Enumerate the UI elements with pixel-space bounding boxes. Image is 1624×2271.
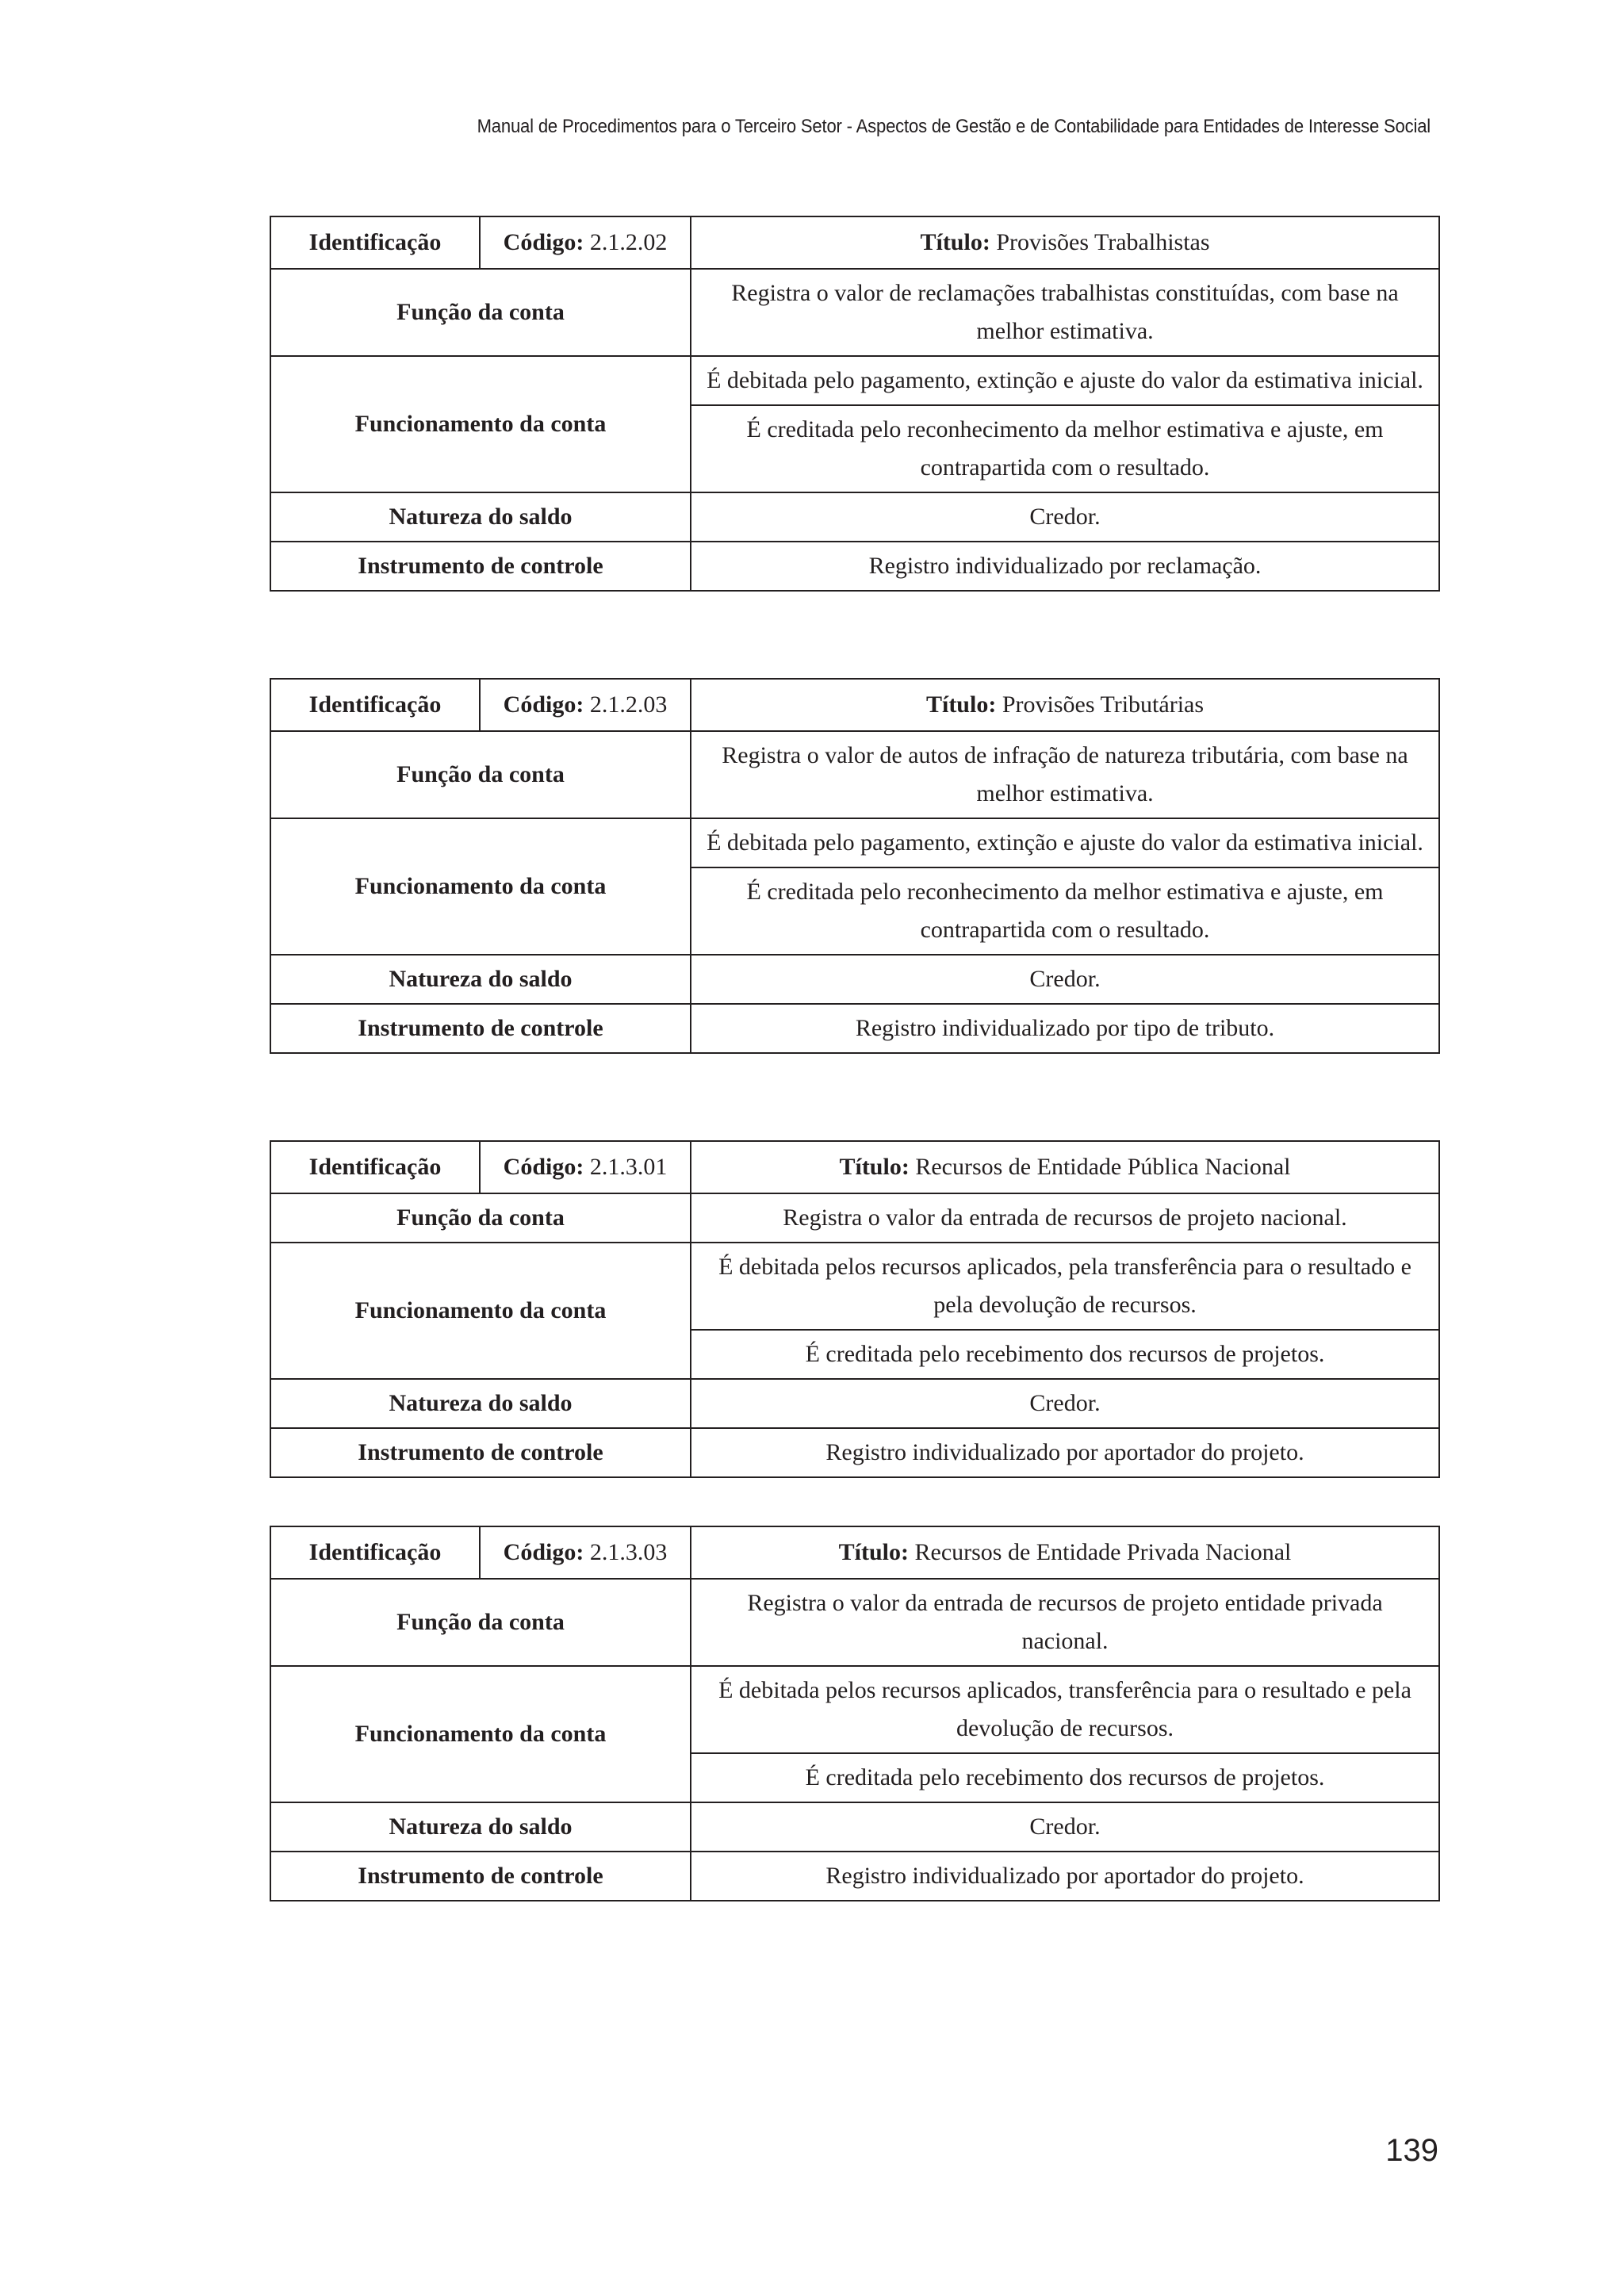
- funcao-label: Função da conta: [270, 1579, 691, 1666]
- natureza-value: Credor.: [691, 955, 1439, 1004]
- codigo-label: Código:: [503, 229, 584, 255]
- codigo-cell: [480, 1141, 691, 1193]
- titulo-value: Recursos de Entidade Pública Nacional: [915, 1154, 1291, 1180]
- credito-value: É creditada pelo recebimento dos recursos de projetos.: [691, 1330, 1439, 1379]
- credito-value: É creditada pelo reconhecimento da melhor estimativa e ajuste, em contrapartida com o resultado.: [691, 405, 1439, 492]
- funcao-row: [270, 269, 1439, 356]
- natureza-value: Credor.: [691, 1379, 1439, 1428]
- natureza-label: Natureza do saldo: [270, 1802, 691, 1852]
- funcao-value: Registra o valor da entrada de recursos de projeto nacional.: [691, 1193, 1439, 1243]
- codigo-value: 2.1.2.03: [589, 691, 668, 718]
- debito-value: É debitada pelo pagamento, extinção e ajuste do valor da estimativa inicial.: [691, 356, 1439, 405]
- funcao-label: Função da conta: [270, 731, 691, 818]
- funcao-row: [270, 731, 1439, 818]
- account-table: [270, 678, 1440, 1054]
- account-table: [270, 216, 1440, 592]
- funcionamento-debito-row: [270, 1666, 1439, 1753]
- page-number: 139: [1385, 2133, 1438, 2168]
- identificacao-label: Identificação: [270, 679, 480, 731]
- funcao-row: [270, 1579, 1439, 1666]
- instrumento-row: [270, 1428, 1439, 1477]
- instrumento-label: Instrumento de controle: [270, 1852, 691, 1901]
- account-table: [270, 1140, 1440, 1478]
- debito-value: É debitada pelo pagamento, extinção e ajuste do valor da estimativa inicial.: [691, 818, 1439, 867]
- funcao-row: [270, 1193, 1439, 1243]
- codigo-value: 2.1.3.01: [589, 1154, 668, 1180]
- titulo-label: Título:: [925, 691, 997, 718]
- titulo-cell: [691, 1526, 1439, 1579]
- instrumento-value: Registro individualizado por aportador do projeto.: [691, 1428, 1439, 1477]
- titulo-value: Provisões Tributárias: [1002, 691, 1205, 718]
- instrumento-row: [270, 542, 1439, 591]
- natureza-label: Natureza do saldo: [270, 492, 691, 542]
- funcao-label: Função da conta: [270, 1193, 691, 1243]
- titulo-label: Título:: [838, 1539, 909, 1565]
- titulo-value: Recursos de Entidade Privada Nacional: [914, 1539, 1292, 1565]
- identificacao-label: Identificação: [270, 1141, 480, 1193]
- debito-value: É debitada pelos recursos aplicados, pela transferência para o resultado e pela devolução de recursos.: [691, 1243, 1439, 1330]
- titulo-value: Provisões Trabalhistas: [996, 229, 1210, 255]
- codigo-cell: [480, 216, 691, 269]
- codigo-label: Código:: [503, 691, 584, 718]
- natureza-label: Natureza do saldo: [270, 1379, 691, 1428]
- identification-row: [270, 1141, 1439, 1193]
- funcao-label: Função da conta: [270, 269, 691, 356]
- identification-row: [270, 1526, 1439, 1579]
- identificacao-label: Identificação: [270, 1526, 480, 1579]
- funcionamento-label: Funcionamento da conta: [270, 818, 691, 955]
- funcao-value: Registra o valor de autos de infração de natureza tributária, com base na melhor estimativa.: [691, 731, 1439, 818]
- funcionamento-label: Funcionamento da conta: [270, 356, 691, 492]
- account-table: [270, 1526, 1440, 1901]
- instrumento-value: Registro individualizado por reclamação.: [691, 542, 1439, 591]
- natureza-value: Credor.: [691, 492, 1439, 542]
- instrumento-row: [270, 1004, 1439, 1053]
- natureza-row: [270, 1379, 1439, 1428]
- natureza-value: Credor.: [691, 1802, 1439, 1852]
- funcionamento-label: Funcionamento da conta: [270, 1666, 691, 1802]
- titulo-label: Título:: [920, 229, 990, 255]
- titulo-cell: [691, 679, 1439, 731]
- header-subtitle: - Aspectos de Gestão e de Contabilidade para Entidades de Interesse Social: [841, 116, 1431, 137]
- codigo-label: Código:: [503, 1154, 584, 1180]
- codigo-cell: [480, 1526, 691, 1579]
- credito-value: É creditada pelo recebimento dos recursos de projetos.: [691, 1753, 1439, 1802]
- codigo-value: 2.1.2.02: [589, 229, 668, 255]
- debito-value: É debitada pelos recursos aplicados, transferência para o resultado e pela devolução de recursos.: [691, 1666, 1439, 1753]
- running-header: [477, 116, 1431, 138]
- natureza-row: [270, 955, 1439, 1004]
- natureza-label: Natureza do saldo: [270, 955, 691, 1004]
- instrumento-value: Registro individualizado por aportador do projeto.: [691, 1852, 1439, 1901]
- titulo-cell: [691, 1141, 1439, 1193]
- codigo-value: 2.1.3.03: [589, 1539, 668, 1565]
- header-title: Manual de Procedimentos para o Terceiro Setor: [477, 116, 842, 137]
- natureza-row: [270, 492, 1439, 542]
- codigo-label: Código:: [503, 1539, 584, 1565]
- funcionamento-debito-row: [270, 1243, 1439, 1330]
- instrumento-label: Instrumento de controle: [270, 1428, 691, 1477]
- funcionamento-debito-row: [270, 818, 1439, 867]
- instrumento-label: Instrumento de controle: [270, 1004, 691, 1053]
- credito-value: É creditada pelo reconhecimento da melhor estimativa e ajuste, em contrapartida com o resultado.: [691, 867, 1439, 955]
- codigo-cell: [480, 679, 691, 731]
- titulo-cell: [691, 216, 1439, 269]
- funcionamento-debito-row: [270, 356, 1439, 405]
- funcao-value: Registra o valor da entrada de recursos de projeto entidade privada nacional.: [691, 1579, 1439, 1666]
- natureza-row: [270, 1802, 1439, 1852]
- instrumento-label: Instrumento de controle: [270, 542, 691, 591]
- instrumento-row: [270, 1852, 1439, 1901]
- instrumento-value: Registro individualizado por tipo de tributo.: [691, 1004, 1439, 1053]
- funcionamento-label: Funcionamento da conta: [270, 1243, 691, 1379]
- titulo-label: Título:: [839, 1154, 910, 1180]
- identification-row: [270, 679, 1439, 731]
- identificacao-label: Identificação: [270, 216, 480, 269]
- identification-row: [270, 216, 1439, 269]
- funcao-value: Registra o valor de reclamações trabalhistas constituídas, com base na melhor estimativa.: [691, 269, 1439, 356]
